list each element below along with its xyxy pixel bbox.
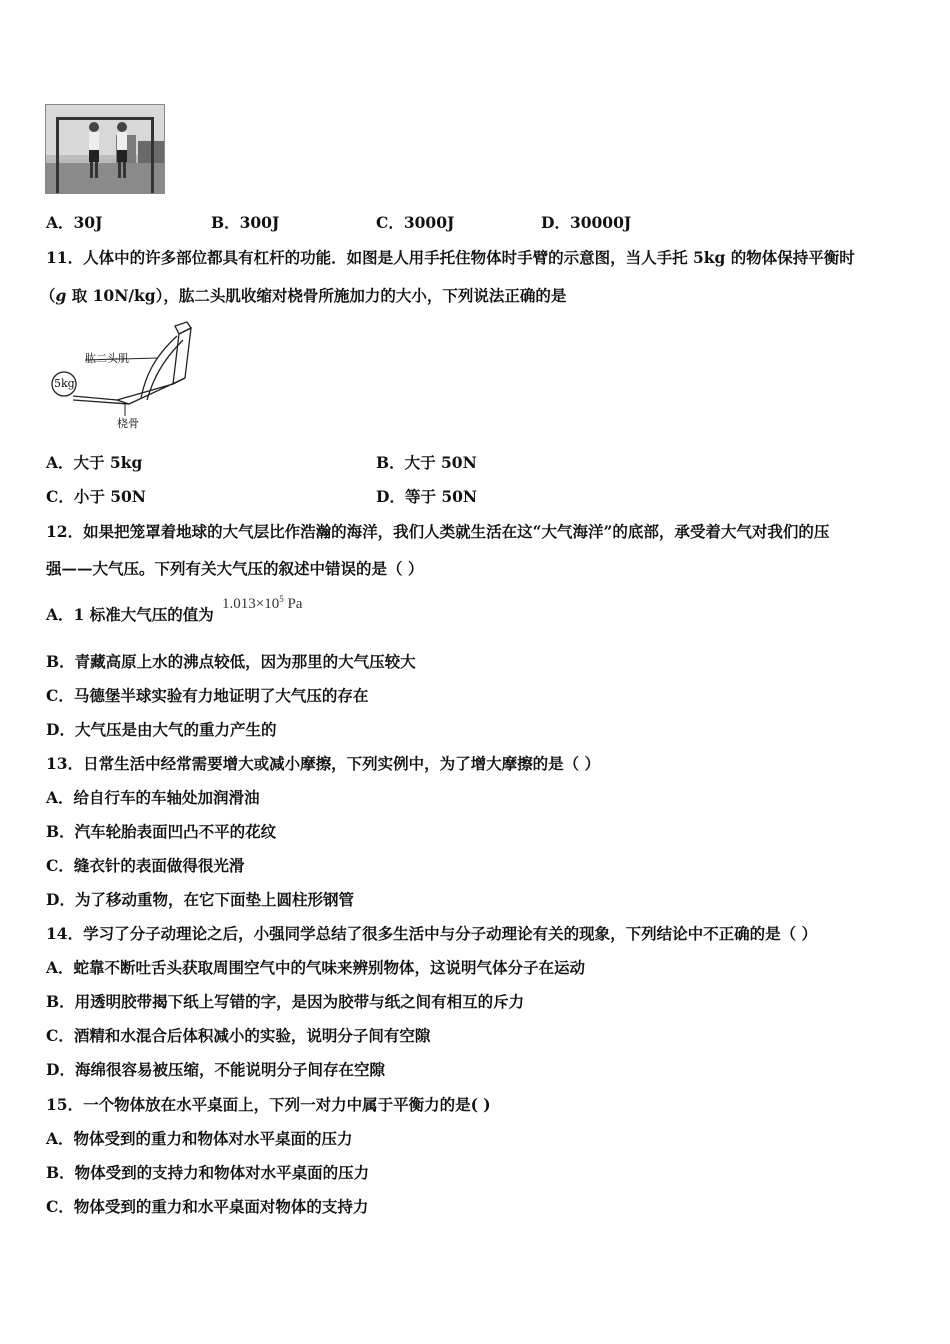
q13-option-c: C．缝衣针的表面做得很光滑 — [46, 856, 245, 875]
q12-option-c: C．马德堡半球实验有力地证明了大气压的存在 — [46, 686, 369, 705]
q10-option-a: A．30J — [46, 213, 103, 232]
q11-stem-line2 — [40, 284, 566, 306]
q12-stem-line1: 12．如果把笼罩着地球的大气层比作浩瀚的海洋，我们人类就生活在这“大气海洋”的底部，承受着大气对我们的压 — [46, 522, 830, 541]
q14-option-a: A．蛇靠不断吐舌头获取周围空气中的气味来辨别物体，这说明气体分子在运动 — [46, 958, 586, 977]
q15-option-a: A．物体受到的重力和物体对水平桌面的压力 — [46, 1129, 353, 1148]
biceps-label: 肱二头肌 — [85, 352, 129, 365]
q12-stem-line2: 强——大气压。下列有关大气压的叙述中错误的是（ ） — [46, 559, 424, 578]
q15-option-c: C．物体受到的重力和水平桌面对物体的支持力 — [46, 1197, 369, 1216]
q11-g-symbol: g — [55, 286, 67, 305]
q10-option-b: B．300J — [211, 213, 280, 232]
q12-option-a-formula — [222, 594, 302, 613]
q14-option-c: C．酒精和水混合后体积减小的实验，说明分子间有空隙 — [46, 1026, 431, 1045]
q13-option-d: D．为了移动重物，在它下面垫上圆柱形钢管 — [46, 890, 354, 909]
q11-stem-line1: 11．人体中的许多部位都具有杠杆的功能．如图是人用手托住物体时手臂的示意图，当人手托 5kg 的物体保持平衡时 — [46, 248, 855, 267]
q15-stem: 15．一个物体放在水平桌面上，下列一对力中属于平衡力的是( ) — [46, 1095, 491, 1114]
weight-label: 5kg — [54, 377, 75, 390]
q13-option-b: B．汽车轮胎表面凹凸不平的花纹 — [46, 822, 277, 841]
q14-option-b: B．用透明胶带揭下纸上写错的字，是因为胶带与纸之间有相互的斥力 — [46, 992, 525, 1011]
pullup-photo — [45, 104, 165, 194]
q13-stem: 13．日常生活中经常需要增大或减小摩擦，下列实例中，为了增大摩擦的是（ ） — [46, 754, 600, 773]
q10-option-c: C．3000J — [376, 213, 455, 232]
pressure-value: 1.013×10 — [222, 596, 280, 612]
q15-option-b: B．物体受到的支持力和物体对水平桌面的压力 — [46, 1163, 370, 1182]
q11-option-a: A．大于 5kg — [46, 453, 143, 472]
q10-option-d: D．30000J — [541, 213, 632, 232]
arm-lever-figure — [45, 318, 205, 430]
q11-paren: （ — [40, 286, 56, 305]
pressure-exponent: 5 — [279, 594, 284, 604]
pullup-illustration — [46, 105, 164, 193]
q12-option-b: B．青藏高原上水的沸点较低，因为那里的大气压较大 — [46, 652, 416, 671]
q12-option-a: A．1 标准大气压的值为 — [46, 605, 214, 624]
q14-option-d: D．海绵很容易被压缩，不能说明分子间存在空隙 — [46, 1060, 385, 1079]
q14-stem: 14．学习了分子动理论之后，小强同学总结了很多生活中与分子动理论有关的现象，下列结论中不正确的是（ ） — [46, 924, 817, 943]
q11-option-d: D．等于 50N — [376, 487, 478, 506]
q11-option-c: C．小于 50N — [46, 487, 146, 506]
arm-diagram — [45, 318, 205, 430]
pressure-unit: Pa — [283, 596, 303, 612]
radius-label: 桡骨 — [117, 417, 139, 430]
q13-option-a: A．给自行车的车轴处加润滑油 — [46, 788, 260, 807]
q11-stem-line2-text: 取 10N/kg），肱二头肌收缩对桡骨所施加力的大小，下列说法正确的是 — [66, 286, 567, 305]
q11-option-b: B．大于 50N — [376, 453, 477, 472]
q12-option-d: D．大气压是由大气的重力产生的 — [46, 720, 277, 739]
